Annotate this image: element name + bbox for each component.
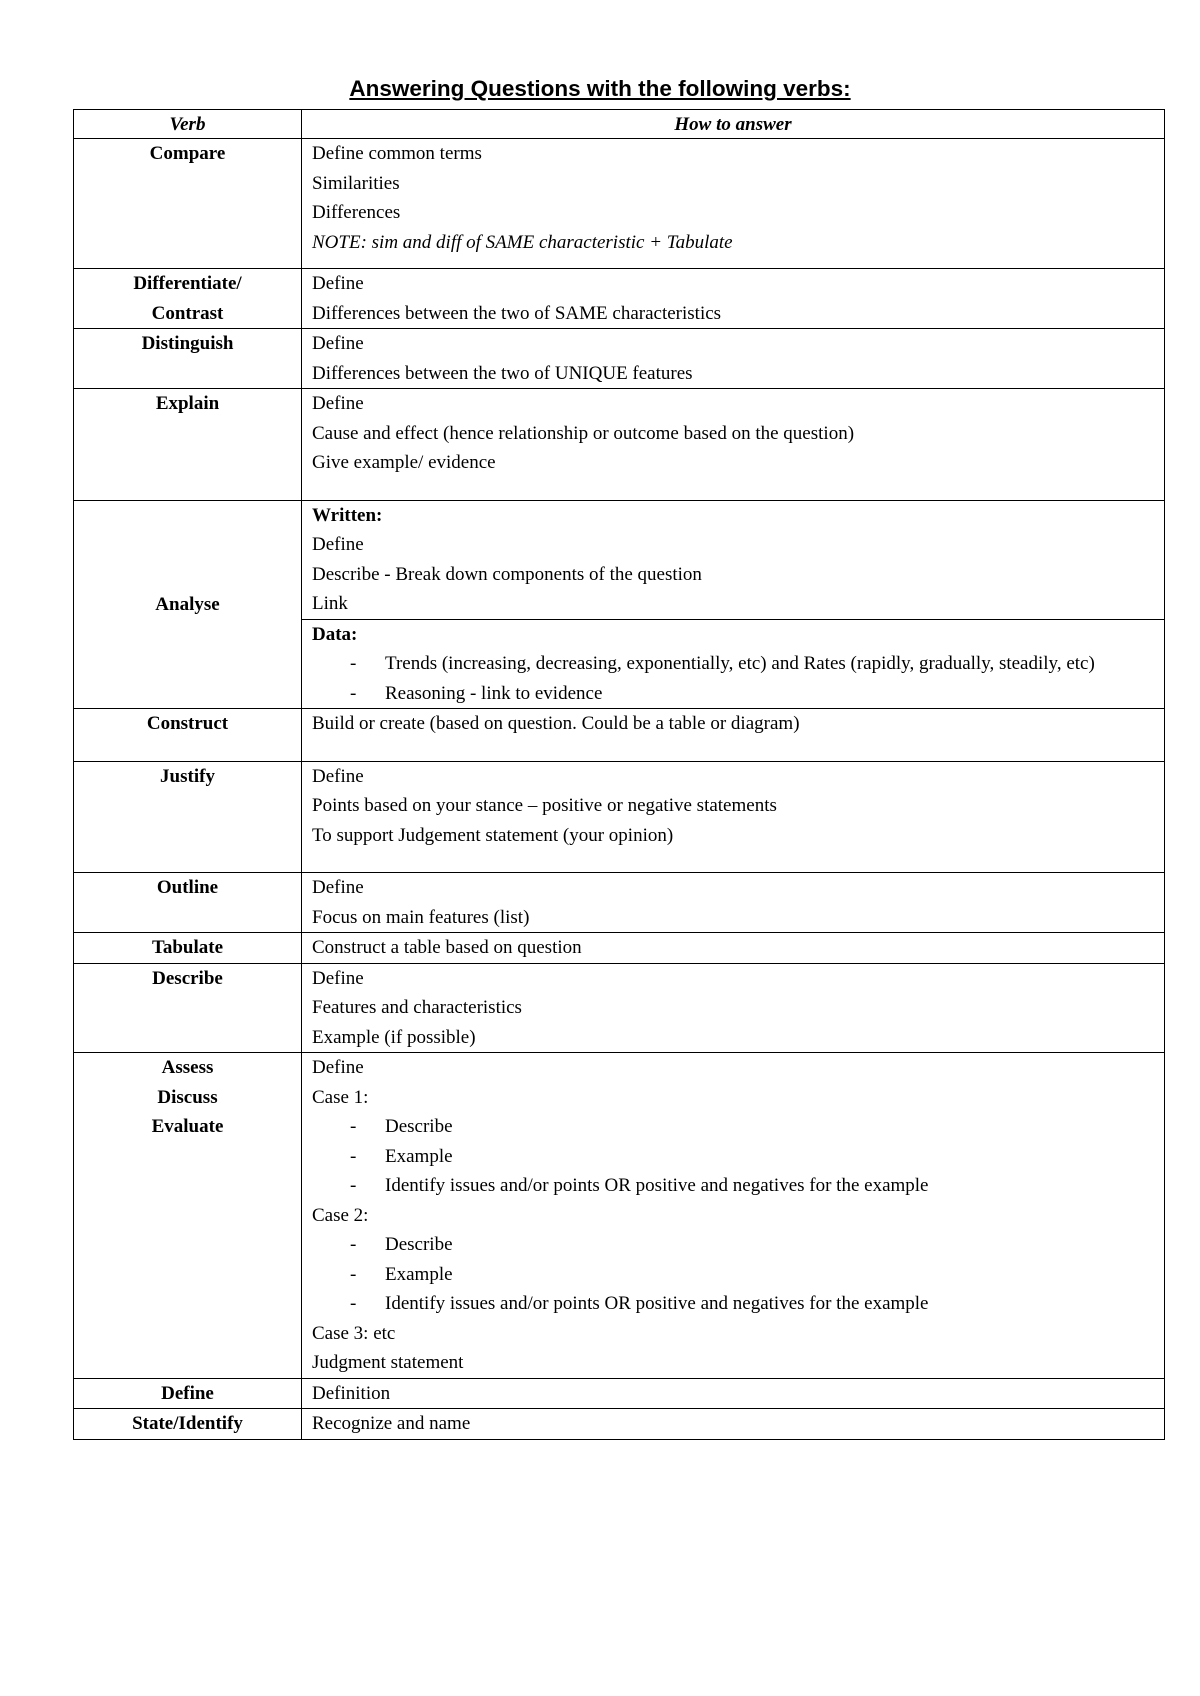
answer-cell — [302, 500, 1165, 619]
answer-line: Points based on your stance – positive or negative statements — [312, 795, 777, 816]
list-item: - Identify issues and/or points OR positive and negatives for the example — [312, 1289, 1154, 1319]
verb-line: Assess — [161, 1057, 214, 1078]
answer-cell — [302, 1409, 1165, 1440]
answer-line: Definition — [312, 1382, 391, 1404]
verb-cell: State/Identify — [74, 1409, 302, 1440]
case-label: Case 1: — [312, 1086, 369, 1108]
header-how-to-answer: How to answer — [302, 110, 1165, 139]
note-line: NOTE: sim and diff of SAME characteristic + Tabulate — [312, 231, 733, 253]
verb-cell: Justify — [74, 761, 302, 873]
answer-line: Link — [312, 593, 348, 614]
list-item: - Example — [312, 1260, 1154, 1290]
verb-line: Evaluate — [151, 1116, 224, 1137]
answer-cell — [302, 269, 1165, 329]
answer-cell — [302, 761, 1165, 873]
verb-line: Differentiate/ — [133, 273, 242, 294]
answer-cell — [302, 963, 1165, 1053]
answer-cell — [302, 1053, 1165, 1379]
answer-line: Define — [312, 765, 364, 787]
answer-line: Similarities — [312, 172, 400, 194]
verb-cell: Analyse — [74, 500, 302, 709]
answer-line: Build or create (based on question. Could be a table or diagram) — [312, 713, 800, 734]
answer-line: Define — [312, 534, 364, 555]
answer-line: Describe - Break down components of the question — [312, 563, 702, 585]
answer-line: Features and characteristics — [312, 997, 522, 1018]
answer-cell — [302, 329, 1165, 389]
answer-cell — [302, 389, 1165, 501]
table-row-distinguish — [74, 329, 1165, 389]
answer-cell — [302, 933, 1165, 964]
data-label: Data: — [312, 623, 358, 645]
dash-list — [312, 1230, 1154, 1319]
page-title: Answering Questions with the following verbs: — [349, 76, 851, 101]
table-row-tabulate — [74, 933, 1165, 964]
verb-cell: Define — [74, 1378, 302, 1409]
answer-line: Judgment statement — [312, 1352, 464, 1373]
verb-cell: Distinguish — [74, 329, 302, 389]
table-row-differentiate — [74, 269, 1165, 329]
table-row-outline — [74, 873, 1165, 933]
answer-line: Differences — [312, 202, 401, 223]
table-row-describe — [74, 963, 1165, 1053]
verb-table — [73, 109, 1165, 1440]
written-label: Written: — [312, 504, 383, 526]
answer-cell — [302, 139, 1165, 269]
answer-line: Cause and effect (hence relationship or outcome based on the question) — [312, 422, 855, 444]
verb-cell: Describe — [74, 963, 302, 1053]
table-row-construct — [74, 709, 1165, 762]
list-item: - Reasoning - link to evidence — [312, 679, 1154, 709]
answer-line: Define — [312, 273, 364, 294]
answer-line: Construct a table based on question — [312, 937, 582, 958]
answer-cell — [302, 1378, 1165, 1409]
table-row-state-identify — [74, 1409, 1165, 1440]
answer-line: Example (if possible) — [312, 1026, 476, 1048]
verb-cell: Explain — [74, 389, 302, 501]
answer-line: Define common terms — [312, 143, 482, 164]
answer-line: Define — [312, 1057, 364, 1078]
answer-line: To support Judgement statement (your opinion) — [312, 824, 674, 846]
table-row-justify — [74, 761, 1165, 873]
answer-line: Define — [312, 393, 364, 414]
answer-line: Define — [312, 967, 364, 989]
case-label: Case 2: — [312, 1204, 369, 1226]
verb-cell — [74, 1053, 302, 1379]
table-row-compare — [74, 139, 1165, 269]
answer-line: Differences between the two of SAME characteristics — [312, 302, 722, 324]
table-row-define — [74, 1378, 1165, 1409]
table-row-analyse-written — [74, 500, 1165, 619]
list-item: - Describe — [312, 1112, 1154, 1142]
list-item: - Example — [312, 1142, 1154, 1172]
answer-line: Focus on main features (list) — [312, 906, 530, 928]
verb-cell: Compare — [74, 139, 302, 269]
verb-cell: Tabulate — [74, 933, 302, 964]
verb-line: Contrast — [151, 302, 224, 324]
list-item: - Trends (increasing, decreasing, exponentially, etc) and Rates (rapidly, gradually, steadily, etc) — [312, 649, 1154, 679]
verb-line: Discuss — [157, 1086, 218, 1108]
answer-cell — [302, 619, 1165, 709]
verb-cell: Construct — [74, 709, 302, 762]
header-verb: Verb — [74, 110, 302, 139]
answer-line: Define — [312, 333, 364, 354]
verb-cell — [74, 269, 302, 329]
header-row — [74, 110, 1165, 139]
answer-cell — [302, 709, 1165, 762]
answer-line: Differences between the two of UNIQUE features — [312, 362, 693, 384]
answer-line: Give example/ evidence — [312, 452, 496, 473]
list-item: - Identify issues and/or points OR positive and negatives for the example — [312, 1171, 1154, 1201]
answer-line: Define — [312, 877, 364, 898]
table-row-explain — [74, 389, 1165, 501]
list-item: - Describe — [312, 1230, 1154, 1260]
verb-cell: Outline — [74, 873, 302, 933]
answer-line: Recognize and name — [312, 1413, 471, 1434]
dash-list — [312, 649, 1154, 708]
table-row-assess — [74, 1053, 1165, 1379]
answer-cell — [302, 873, 1165, 933]
answer-line: Case 3: etc — [312, 1322, 396, 1344]
dash-list — [312, 1112, 1154, 1201]
